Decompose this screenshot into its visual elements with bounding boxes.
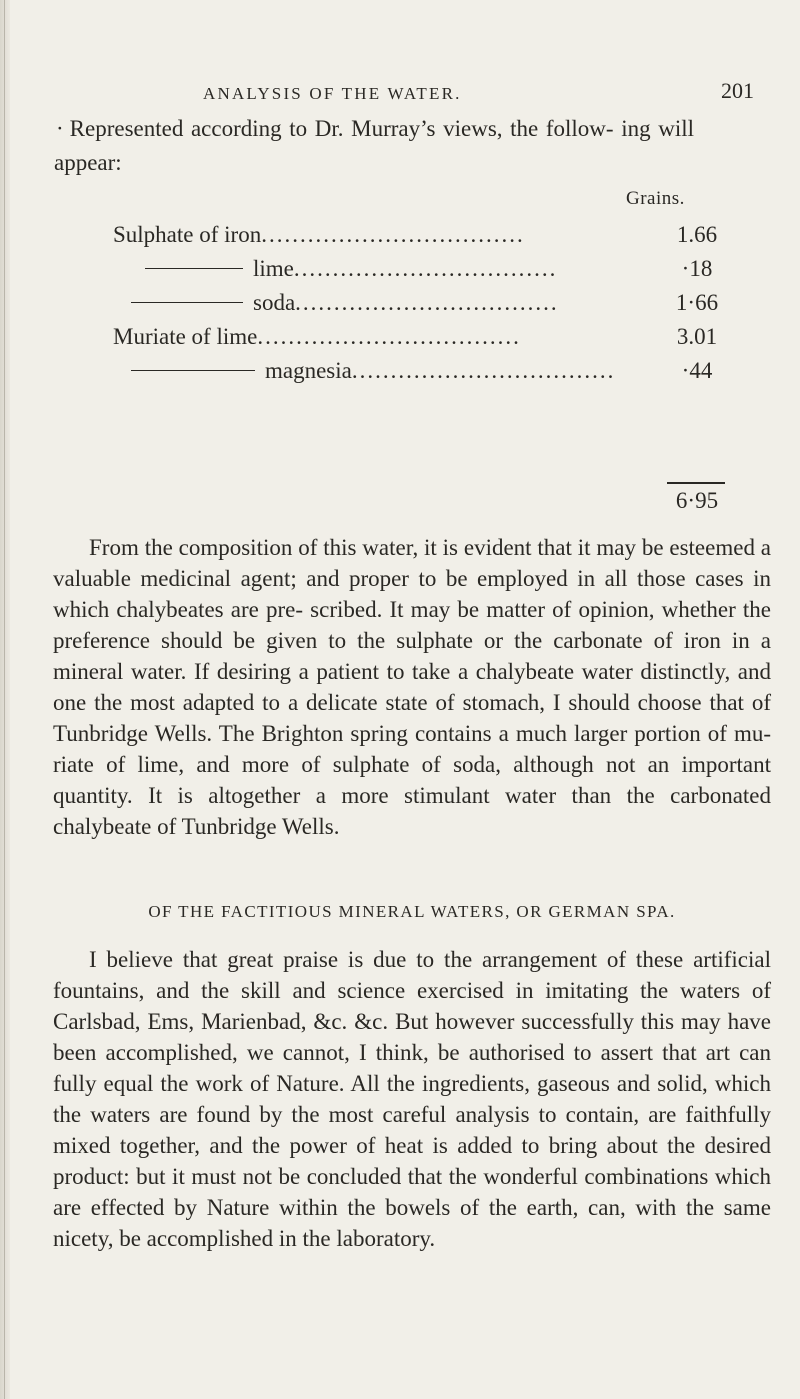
table-row <box>0 324 800 358</box>
page-number: 201 <box>721 78 754 103</box>
table-row <box>0 358 800 392</box>
row-value: ·18 <box>681 256 713 281</box>
row-label <box>131 290 658 316</box>
bullet-mark: · <box>56 116 64 141</box>
row-value: 3.01 <box>676 324 718 349</box>
section-heading: OF THE FACTITIOUS MINERAL WATERS, OR GERMAN SPA. <box>148 902 676 921</box>
dot-leader: .................................. <box>295 290 559 315</box>
row-label-text: soda <box>253 290 296 315</box>
row-label-text: magnesia <box>265 358 352 383</box>
ditto-dash <box>131 370 255 371</box>
total-rule <box>667 482 725 484</box>
unit-heading: Grains. <box>626 188 685 209</box>
binding-line <box>4 0 5 1399</box>
row-label-text: lime <box>253 256 294 281</box>
row-label-text: Muriate of lime <box>113 324 258 349</box>
table-row <box>0 256 800 290</box>
dot-leader: .................................. <box>261 222 525 247</box>
ditto-dash <box>145 268 243 269</box>
body-paragraph-1: From the composition of this water, it is evident that it may be esteemed a valuable medicinal agent; and proper to be employed in all those cases in which chalybeates are pre- scribed. It may be matter of opinion, whether the preference should be given to the sulphate or the carbonate of iron in a mineral water. If desiring a patient to take a chalybeate water distinctly, and one the most adapted to a delicate state of stomach, I should choose that of Tunbridge Wells. The Brighton spring contains a much larger portion of mu- riate of lime, and more of sulphate of soda, although not an important quantity. It is altogether a more stimulant water than the carbonated chalybeate of Tunbridge Wells. <box>53 535 771 839</box>
row-label <box>145 256 658 282</box>
dot-leader: .................................. <box>351 358 616 383</box>
intro-paragraph <box>54 112 694 180</box>
row-label-text: Sulphate of iron <box>113 222 262 247</box>
row-label <box>131 358 658 384</box>
table-total: 6·95 <box>675 488 719 513</box>
row-label <box>113 324 658 350</box>
body-paragraph-2: I believe that great praise is due to the arrangement of these artificial fountains, and the skill and science exercised in imitating the waters of Carlsbad, Ems, Marienbad, &c. &c. But however successfully this may have been accomplished, we cannot, I think, be authorised to assert that art can fully equal the work of Nature. All the ingredients, gaseous and solid, which the waters are found by the most careful analysis to contain, are faithfully mixed together, and the power of heat is added to bring about the desired product: but it must not be concluded that the wonderful combinations which are effected by Nature within the bowels of the earth, can, with the same nicety, be accomplished in the laboratory. <box>53 947 771 1251</box>
ditto-dash <box>131 302 243 303</box>
intro-text: Represented according to Dr. Murray’s views, the follow- ing will appear: <box>54 116 694 175</box>
running-title: ANALYSIS OF THE WATER. <box>203 84 462 103</box>
row-value: 1·66 <box>675 290 719 315</box>
page-header <box>0 76 800 106</box>
row-value: 1.66 <box>676 222 718 247</box>
table-row <box>0 290 800 324</box>
dot-leader: .................................. <box>257 324 521 349</box>
table-row <box>0 222 800 256</box>
page-edge <box>0 0 10 1399</box>
row-label <box>113 222 658 248</box>
row-value: ·44 <box>681 358 713 383</box>
dot-leader: .................................. <box>293 256 558 281</box>
